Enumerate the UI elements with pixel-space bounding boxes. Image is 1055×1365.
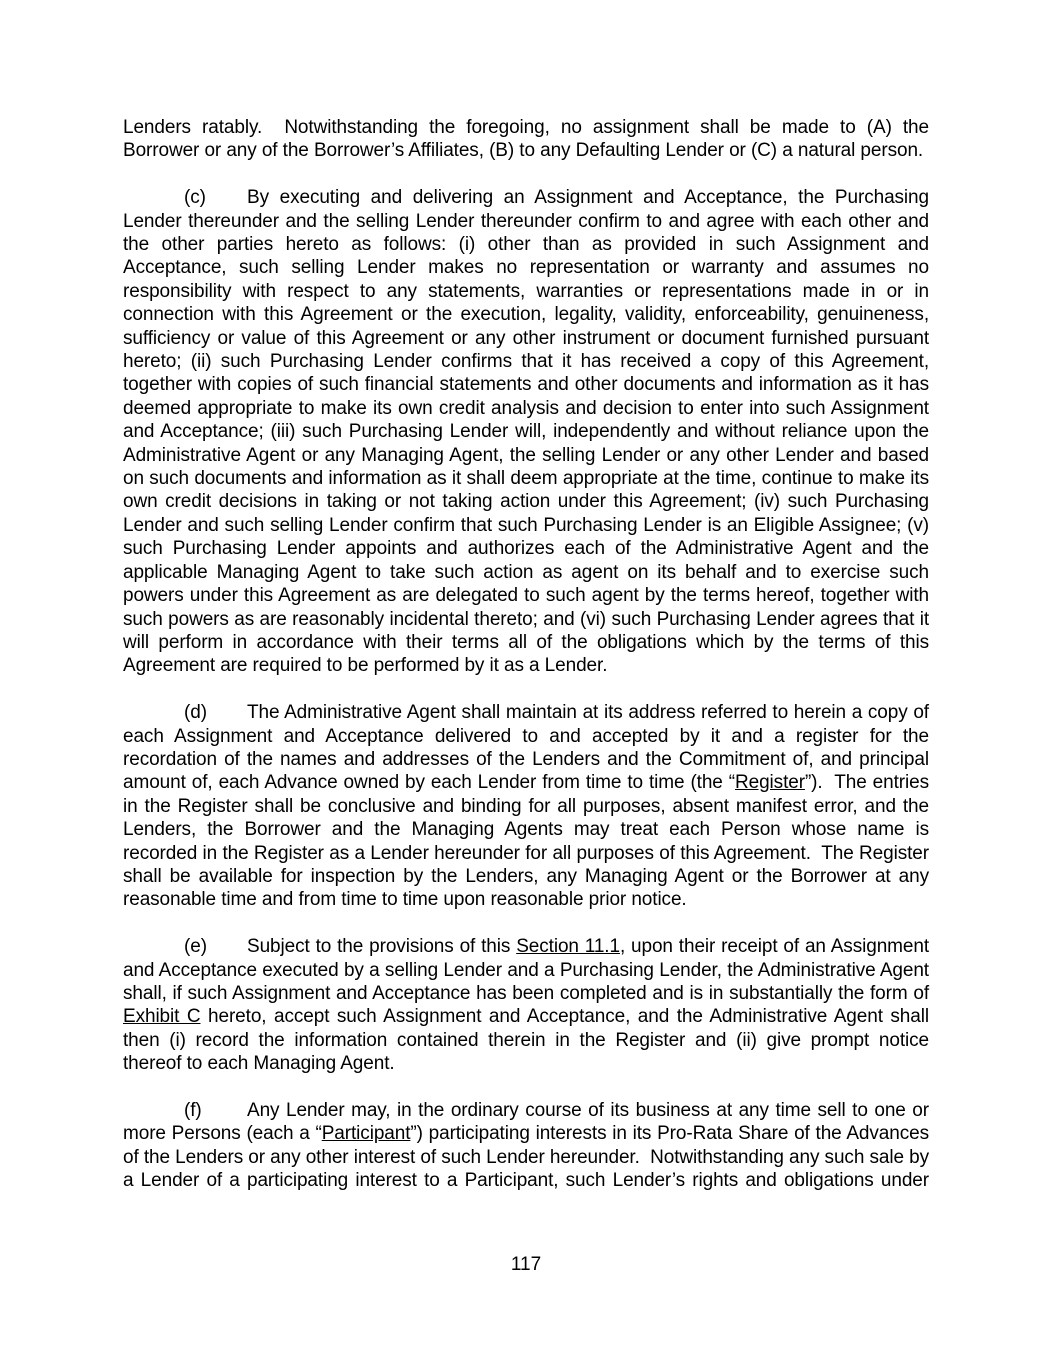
- paragraph-d: [123, 701, 929, 912]
- paragraph-e: [123, 935, 929, 1075]
- defined-term-participant: Participant: [321, 1123, 411, 1145]
- paragraph-text: Subject to the provisions of this: [247, 936, 517, 958]
- defined-term-register: Register: [735, 772, 805, 794]
- paragraph-c: [123, 186, 929, 678]
- paragraph-text: By executing and delivering an Assignment and Acceptance, the Purchasing Lender thereunder and the selling Lender thereunder confirm to and agree with each other and the other parties hereto as follows: (i) other than as provided in such Assignment and Acceptance, such selling Lender makes no representation or warranty and assumes no responsibility with respect to any statements, warranties or representations made in or in connection with this Agreement or the execution, legality, validity, enforceability, genuineness, sufficiency or value of this Agreement or any other instrument or document furnished pursuant hereto; (ii) such Purchasing Lender confirms that it has received a copy of this Agreement, together with copies of such financial statements and other documents and information as it has deemed appropriate to make its own credit analysis and decision to enter into such Assignment and Acceptance; (iii) such Purchasing Lender will, independently and without reliance upon the Administrative Agent or any Managing Agent, the selling Lender or any other Lender and based on such documents and information as it shall deem appropriate at the time, continue to make its own credit decisions in taking or not taking action under this Agreement; (iv) such Purchasing Lender and such selling Lender confirm that such Purchasing Lender is an Eligible Assignee; (v) such Purchasing Lender appoints and authorizes each of the Administrative Agent and the applicable Managing Agent to take such action as agent on its behalf and to exercise such powers under this Agreement as are delegated to such agent by the terms hereof, together with such powers as are reasonably incidental thereto; and (vi) such Purchasing Lender agrees that it will perform in accordance with their terms all of the obligations which by the terms of this Agreement are required to be performed by it as a Lender.: [123, 187, 929, 677]
- paragraph-f: [123, 1099, 929, 1193]
- paragraph-continuation: [123, 116, 929, 163]
- paragraph-label: (c): [184, 187, 206, 209]
- paragraph-text: Lenders ratably. Notwithstanding the foregoing, no assignment shall be made to (A) the Borrower or any of the Borrower’s Affiliates, (B) to any Defaulting Lender or (C) a natural person.: [123, 117, 929, 162]
- paragraph-label: (f): [184, 1100, 202, 1121]
- page-number: 117: [510, 1254, 542, 1275]
- paragraph-text: ”) participating interests in its Pro-Rata Share of the Advances of the Lenders or any other interest of such Lender hereunder. Notwithstanding any such sale by a Lender of a participating interest to a Participant, such Lender’s rights and obligations under: [123, 1123, 930, 1192]
- paragraph-label: (d): [184, 702, 207, 724]
- section-reference: Section 11.1: [516, 936, 620, 958]
- text-column: [123, 116, 929, 1193]
- exhibit-reference: Exhibit C: [123, 1006, 201, 1028]
- paragraph-label: (e): [184, 936, 207, 958]
- paragraph-text: Any Lender may, in the ordinary course of its business at any time sell to one or more Persons (each a “: [123, 1100, 929, 1145]
- paragraph-text: hereto, accept such Assignment and Acceptance, and the Administrative Agent shall then (i) record the information contained therein in the Register and (ii) give prompt notice thereof to each Managing Agent.: [123, 1006, 929, 1075]
- paragraph-text: The Administrative Agent shall maintain at its address referred to herein a copy of each Assignment and Acceptance delivered to and accepted by it and a register for the recordation of the names and addresses of the Lenders and the Commitment of, and principal amount of, each Advance owned by each Lender from time to time (the “: [123, 702, 929, 794]
- paragraph-text: , upon their receipt of an Assignment and Acceptance executed by a selling Lender and a Purchasing Lender, the Administrative Agent shall, if such Assignment and Acceptance has been completed and is in substantially the form of: [123, 936, 929, 1004]
- paragraph-text: ”). The entries in the Register shall be conclusive and binding for all purposes, absent manifest error, and the Lenders, the Borrower and the Managing Agents may treat each Person whose name is recorded in the Register as a Lender hereunder for all purposes of this Agreement. The Register shall be available for inspection by the Lenders, any Managing Agent or the Borrower at any reasonable time and from time to time upon reasonable prior notice.: [123, 772, 929, 911]
